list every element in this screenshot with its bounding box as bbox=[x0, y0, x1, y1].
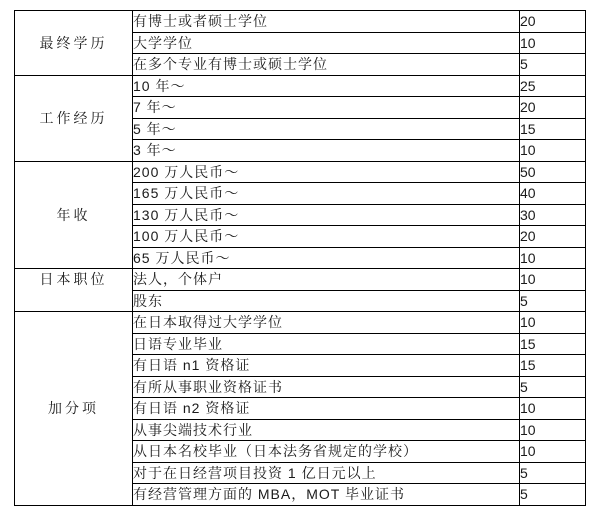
score-cell: 5 bbox=[520, 484, 586, 506]
points-table bbox=[14, 10, 586, 506]
score-cell: 15 bbox=[520, 333, 586, 355]
criterion-cell: 130 万人民币～ bbox=[133, 204, 520, 226]
criterion-cell: 法人，个体户 bbox=[133, 269, 520, 291]
score-cell: 30 bbox=[520, 204, 586, 226]
criterion-cell: 从日本名校毕业（日本法务省规定的学校） bbox=[133, 441, 520, 463]
score-cell: 5 bbox=[520, 54, 586, 76]
table-row bbox=[15, 269, 586, 291]
criterion-cell: 有日语 n2 资格证 bbox=[133, 398, 520, 420]
table-row bbox=[15, 75, 586, 97]
score-cell: 25 bbox=[520, 75, 586, 97]
criterion-cell: 7 年～ bbox=[133, 97, 520, 119]
criterion-cell: 有博士或者硕士学位 bbox=[133, 11, 520, 33]
criterion-cell: 有经营管理方面的 MBA，MOT 毕业证书 bbox=[133, 484, 520, 506]
criterion-cell: 100 万人民币～ bbox=[133, 226, 520, 248]
criterion-cell: 对于在日经营项目投资 1 亿日元以上 bbox=[133, 462, 520, 484]
score-cell: 10 bbox=[520, 312, 586, 334]
criterion-cell: 大学学位 bbox=[133, 32, 520, 54]
score-cell: 10 bbox=[520, 247, 586, 269]
score-cell: 10 bbox=[520, 32, 586, 54]
score-cell: 10 bbox=[520, 398, 586, 420]
score-cell: 20 bbox=[520, 11, 586, 33]
score-cell: 10 bbox=[520, 140, 586, 162]
table-row bbox=[15, 11, 586, 33]
score-cell: 15 bbox=[520, 355, 586, 377]
criterion-cell: 65 万人民币～ bbox=[133, 247, 520, 269]
criterion-cell: 165 万人民币～ bbox=[133, 183, 520, 205]
category-cell-japan-position: 日本职位 bbox=[15, 269, 133, 312]
score-cell: 20 bbox=[520, 226, 586, 248]
score-cell: 15 bbox=[520, 118, 586, 140]
score-cell: 40 bbox=[520, 183, 586, 205]
category-cell-bonus-items: 加分项 bbox=[15, 312, 133, 506]
criterion-cell: 在多个专业有博士或硕士学位 bbox=[133, 54, 520, 76]
criterion-cell: 3 年～ bbox=[133, 140, 520, 162]
score-cell: 5 bbox=[520, 376, 586, 398]
criterion-cell: 5 年～ bbox=[133, 118, 520, 140]
category-cell-annual-income: 年收 bbox=[15, 161, 133, 269]
score-cell: 10 bbox=[520, 419, 586, 441]
score-cell: 5 bbox=[520, 290, 586, 312]
table-row bbox=[15, 161, 586, 183]
criterion-cell: 日语专业毕业 bbox=[133, 333, 520, 355]
criterion-cell: 有所从事职业资格证书 bbox=[133, 376, 520, 398]
score-cell: 50 bbox=[520, 161, 586, 183]
criterion-cell: 从事尖端技术行业 bbox=[133, 419, 520, 441]
score-cell: 20 bbox=[520, 97, 586, 119]
category-cell-education: 最终学历 bbox=[15, 11, 133, 76]
criterion-cell: 10 年～ bbox=[133, 75, 520, 97]
score-cell: 5 bbox=[520, 462, 586, 484]
score-cell: 10 bbox=[520, 441, 586, 463]
criterion-cell: 在日本取得过大学学位 bbox=[133, 312, 520, 334]
criterion-cell: 200 万人民币～ bbox=[133, 161, 520, 183]
category-cell-work-experience: 工作经历 bbox=[15, 75, 133, 161]
score-cell: 10 bbox=[520, 269, 586, 291]
criterion-cell: 有日语 n1 资格证 bbox=[133, 355, 520, 377]
table-row bbox=[15, 312, 586, 334]
criterion-cell: 股东 bbox=[133, 290, 520, 312]
